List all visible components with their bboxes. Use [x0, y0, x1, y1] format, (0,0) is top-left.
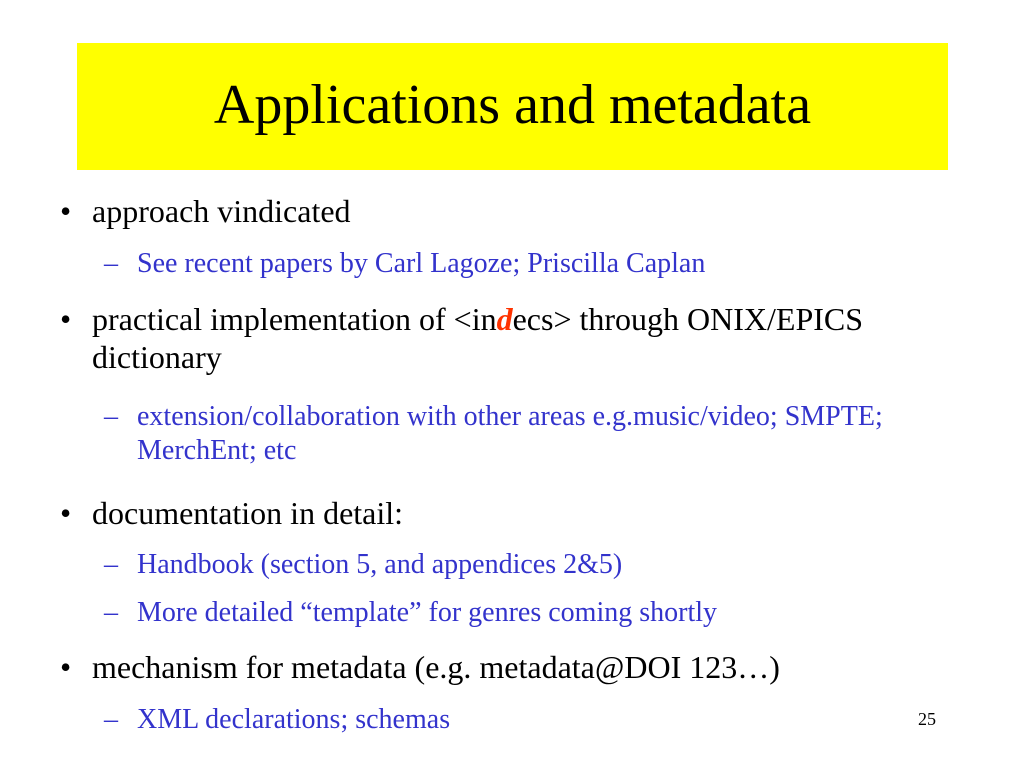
sub-bullet-item: [104, 703, 944, 737]
bullet-icon: •: [60, 495, 72, 531]
bullet-item: [60, 494, 960, 532]
bullet-text: approach vindicated: [92, 193, 351, 229]
bullet-text-before: practical implementation of <in: [92, 301, 497, 337]
bullet-icon: •: [60, 193, 72, 229]
slide-title: Applications and metadata: [213, 73, 812, 136]
sub-bullet-item: [104, 247, 944, 281]
sub-bullet-text: extension/collaboration with other areas e.g.music/video; SMPTE; MerchEnt; etc: [137, 401, 883, 466]
dash-icon: –: [104, 597, 118, 628]
dash-icon: –: [104, 401, 118, 432]
dash-icon: –: [104, 704, 118, 735]
sub-bullet-text: See recent papers by Carl Lagoze; Priscilla Caplan: [137, 248, 706, 279]
bullet-item: [60, 192, 960, 230]
bullet-text-after: ecs> through ONIX/EPICS dictionary: [92, 301, 864, 375]
sub-bullet-item: [104, 596, 944, 630]
dash-icon: –: [104, 248, 118, 279]
sub-bullet-item: [104, 400, 944, 468]
dash-icon: –: [104, 549, 118, 580]
highlighted-letter: d: [496, 301, 513, 337]
bullet-icon: •: [60, 301, 72, 337]
sub-bullet-item: [104, 548, 944, 582]
bullet-icon: •: [60, 649, 72, 685]
page-number: 25: [918, 709, 936, 729]
sub-bullet-text: Handbook (section 5, and appendices 2&5): [137, 549, 623, 580]
title-banner: [77, 43, 948, 170]
sub-bullet-text: More detailed “template” for genres coming shortly: [137, 597, 718, 628]
bullet-item: [60, 300, 960, 376]
bullet-item: [60, 648, 960, 686]
bullet-text: documentation in detail:: [92, 495, 404, 531]
sub-bullet-text: XML declarations; schemas: [137, 704, 451, 735]
bullet-text: mechanism for metadata (e.g. metadata@DOI 123…): [92, 649, 780, 685]
